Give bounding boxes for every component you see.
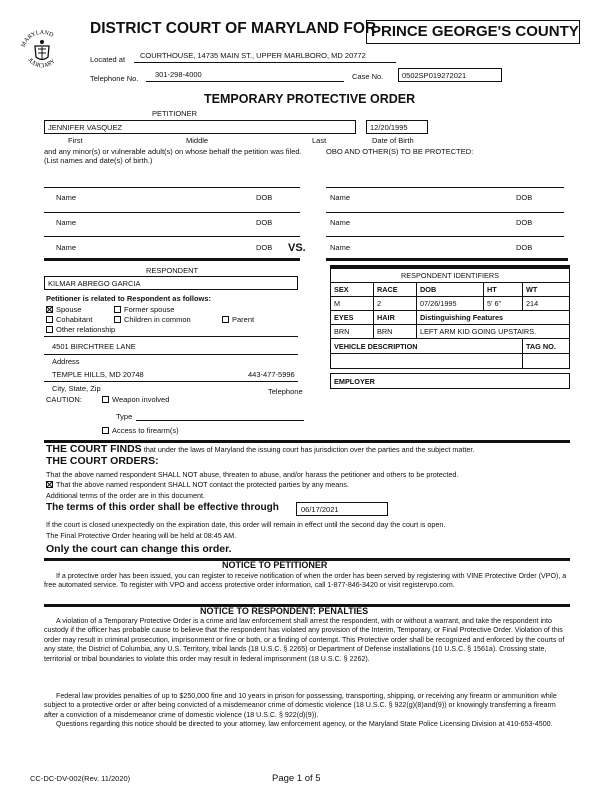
case-number-box — [398, 68, 502, 82]
penalties-paragraph-1: A violation of a Temporary Protective Order is a crime and law enforcement shall arrest the respondent, with or without a warrant, and take the respondent into custody if the officer has probable cause to believe that the respondent has violated any provision of the Interim, Temporary, or Final Protective Order. Violation of this order may result in criminal prosecution, imprisonment or fine or both, or a finding of contempt. This Protective order shall be recognized and enforced by the courts of any state, the District of Columbia, any U.S. Territory, tribal lands (18 U.S.C. § 2265) or Department of Defense installations (10 U.S.C. § 1561a). Crossing state, territorial or tribal boundaries to violate this order may result in federal imprisonment (18 U.S.C. § 2262). — [44, 617, 565, 663]
page-number: Page 1 of 5 — [272, 773, 321, 784]
relation-parent[interactable]: Parent — [222, 315, 254, 324]
value-dob: 07/26/1995 — [417, 297, 484, 311]
value-eyes: BRN — [331, 325, 374, 339]
value-ht: 5' 6" — [484, 297, 523, 311]
order-no-contact[interactable]: That the above named respondent SHALL NOT contact the protected parties by any means. — [46, 480, 349, 489]
telephone-label: Telephone — [268, 387, 303, 396]
svg-text:MARYLAND: MARYLAND — [20, 30, 55, 49]
header-dob: DOB — [417, 283, 484, 297]
caution-label: CAUTION: — [46, 395, 82, 404]
obo-text: OBO AND OTHER(S) TO BE PROTECTED: — [326, 147, 474, 156]
order-no-abuse: That the above named respondent SHALL NOT abuse, threaten to abuse, and/or harass the petitioner and others to be protected. — [46, 470, 459, 479]
notice-petitioner-text: If a protective order has been issued, you can register to receive notification of when the order has been served by registering with VINE Protective Order (VPO), a free automated service. To register with VPO and access protective order information, call 1-877-846-3420 or visit registervpo.com. — [44, 572, 567, 590]
value-sex: M — [331, 297, 374, 311]
value-wt: 214 — [523, 297, 570, 311]
court-location: COURTHOUSE, 14735 MAIN ST., UPPER MARLBORO, MD 20772 — [140, 51, 366, 60]
relation-cohabitant[interactable]: Cohabitant — [46, 315, 92, 324]
protected-name-label: Name — [56, 193, 77, 202]
petitioner-dob: 12/20/1995 — [370, 123, 408, 132]
petitioner-dob-box — [366, 120, 428, 134]
protected-dob-label: DOB — [256, 193, 273, 202]
effective-through-label: The terms of this order shall be effective through — [46, 502, 279, 513]
weapon-type-label: Type — [116, 412, 133, 421]
checkbox-icon[interactable] — [102, 427, 109, 434]
last-label: Last — [312, 136, 327, 145]
protected-name-label: Name — [330, 243, 351, 252]
header-wt: WT — [523, 283, 570, 297]
checkbox-icon[interactable] — [114, 306, 121, 313]
relation-children[interactable]: Children in common — [114, 315, 191, 324]
protected-dob-label: DOB — [516, 193, 533, 202]
employer-label: EMPLOYER — [331, 374, 570, 389]
respondent-city: TEMPLE HILLS, MD 20748 — [52, 370, 144, 379]
city-label: City, State, Zip — [52, 384, 101, 393]
petitioner-name: JENNIFER VASQUEZ — [48, 123, 123, 132]
minors-text: and any minor(s) or vulnerable adult(s) on whose behalf the petition was filed. (List names and date(s) of birth.) — [44, 147, 302, 166]
value-hair: BRN — [374, 325, 417, 339]
form-id: CC-DC-DV-002(Rev. 11/2020) — [30, 774, 131, 783]
protected-name-label: Name — [330, 218, 351, 227]
protected-dob-label: DOB — [256, 218, 273, 227]
telephone-label: Telephone No. — [90, 74, 139, 83]
only-court-text: Only the court can change this order. — [46, 543, 232, 555]
respondent-phone: 443-477-5996 — [248, 370, 295, 379]
respondent-name-box — [44, 276, 298, 290]
protected-name-label: Name — [56, 218, 77, 227]
respondent-identifiers-table — [330, 268, 570, 389]
first-label: First — [68, 136, 83, 145]
hearing-text: The Final Protective Order hearing will be held at 08:45 AM. — [46, 531, 237, 540]
header-sex: SEX — [331, 283, 374, 297]
versus-label: VS. — [288, 242, 306, 254]
effective-date-box — [296, 502, 388, 516]
identifiers-heading: RESPONDENT IDENTIFIERS — [331, 269, 570, 283]
header-hair: HAIR — [374, 311, 417, 325]
court-closed-text: If the court is closed unexpectedly on the expiration date, this order will remain in effect until the second day the court is open. — [46, 520, 446, 529]
court-phone: 301-298-4000 — [155, 70, 202, 79]
checkbox-checked-icon[interactable] — [46, 481, 53, 488]
value-race: 2 — [374, 297, 417, 311]
protected-name-label: Name — [56, 243, 77, 252]
middle-label: Middle — [186, 136, 209, 145]
case-number-label: Case No. — [352, 72, 384, 81]
vehicle-label: VEHICLE DESCRIPTION — [331, 339, 523, 354]
relation-other[interactable]: Other relationship — [46, 325, 115, 334]
relation-label: Petitioner is related to Respondent as follows: — [46, 294, 212, 303]
checkbox-checked-icon[interactable] — [46, 306, 53, 313]
tag-label: TAG NO. — [523, 339, 570, 354]
located-at-label: Located at — [90, 55, 126, 64]
protected-dob-label: DOB — [516, 218, 533, 227]
relation-spouse[interactable]: Spouse — [46, 305, 81, 314]
petitioner-name-box — [44, 120, 356, 134]
court-finds: THE COURT FINDS that under the laws of Maryland the issuing court has jurisdiction over the parties and the subject matter. — [46, 443, 475, 455]
county-box — [366, 20, 580, 44]
additional-terms: Additional terms of the order are in this document. — [46, 491, 206, 500]
relation-former-spouse[interactable]: Former spouse — [114, 305, 174, 314]
county-name: PRINCE GEORGE'S COUNTY — [371, 23, 579, 40]
checkbox-icon[interactable] — [114, 316, 121, 323]
header-ht: HT — [484, 283, 523, 297]
notice-respondent-heading: NOTICE TO RESPONDENT: PENALTIES — [200, 606, 369, 616]
access-firearms[interactable]: Access to firearm(s) — [102, 426, 179, 435]
penalties-paragraph-2: Federal law provides penalties of up to $250,000 fine and 10 years in prison for possessing, transporting, shipping, or receiving any firearm or ammunition while subject to a protective order or after being convicted of a misdemeanor crime of domestic violence (18 U.S.C. § 922(g)(8)and(9)) or knowingly transferring a firearm after a conviction of a misdemeanor crime of domestic violence (18 U.S.C. § 922(d)(9)). — [44, 692, 557, 719]
court-title: DISTRICT COURT OF MARYLAND FOR — [90, 20, 377, 37]
checkbox-icon[interactable] — [222, 316, 229, 323]
checkbox-icon[interactable] — [46, 326, 53, 333]
respondent-heading: RESPONDENT — [146, 266, 199, 275]
case-number: 0502SP019272021 — [402, 71, 467, 80]
header-race: RACE — [374, 283, 417, 297]
header-features: Distinguishing Features — [417, 311, 570, 325]
effective-date: 06/17/2021 — [301, 505, 339, 514]
form-title: TEMPORARY PROTECTIVE ORDER — [204, 92, 416, 106]
checkbox-icon[interactable] — [46, 316, 53, 323]
weapon-involved[interactable]: Weapon involved — [102, 395, 169, 404]
court-orders-heading: THE COURT ORDERS: — [46, 455, 159, 467]
dob-label: Date of Birth — [372, 136, 414, 145]
header-eyes: EYES — [331, 311, 374, 325]
address-label: Address — [52, 357, 80, 366]
checkbox-icon[interactable] — [102, 396, 109, 403]
protected-dob-label: DOB — [256, 243, 273, 252]
svg-text:JUDICIARY: JUDICIARY — [26, 57, 57, 70]
protected-dob-label: DOB — [516, 243, 533, 252]
petitioner-heading: PETITIONER — [152, 109, 198, 118]
value-features: LEFT ARM KID GOING UPSTAIRS. — [417, 325, 570, 339]
penalties-paragraph-3: Questions regarding this notice should be directed to your attorney, law enforcement agency, or the Maryland State Police Licensing Division at 410-653-4500. — [56, 720, 553, 728]
notice-petitioner-heading: NOTICE TO PETITIONER — [222, 560, 328, 570]
protected-name-label: Name — [330, 193, 351, 202]
respondent-address: 4501 BIRCHTREE LANE — [52, 342, 136, 351]
court-seal — [18, 26, 66, 74]
respondent-name: KILMAR ABREGO GARCIA — [48, 279, 141, 288]
